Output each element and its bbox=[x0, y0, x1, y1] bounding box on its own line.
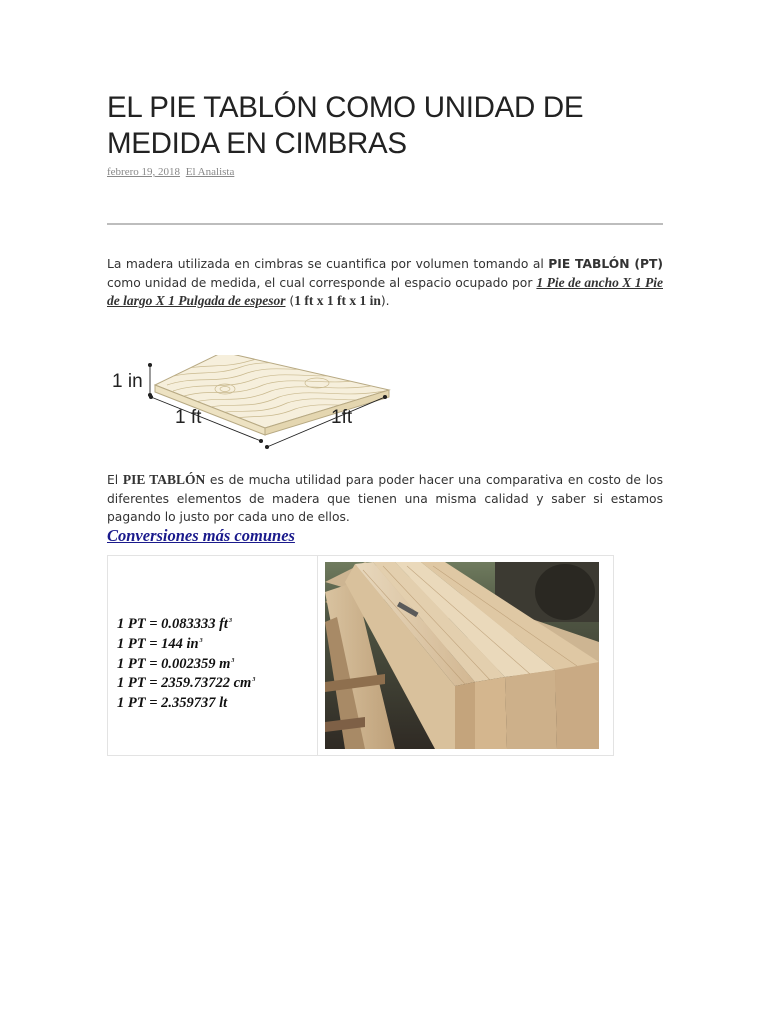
conversions-heading[interactable]: Conversiones más comunes bbox=[107, 526, 295, 545]
conversion-item: 1 PT = 0.002359 $m^3$ bbox=[117, 655, 235, 672]
thickness-label: 1 in bbox=[112, 371, 143, 392]
intro-text: ). bbox=[380, 294, 390, 308]
post-date-link[interactable]: febrero 19, 2018 bbox=[107, 166, 181, 178]
conversion-item: 1 PT = 2.359737 lt bbox=[117, 695, 228, 712]
intro-dimensions: 1 ft x 1 ft x 1 in bbox=[294, 293, 381, 308]
conversions-list bbox=[117, 613, 255, 712]
page-title: EL PIE TABLÓN COMO UNIDAD DE MEDIDA EN CIMBRAS bbox=[107, 91, 584, 160]
length-label: 1ft bbox=[331, 407, 353, 428]
intro-definition: 1 Pie de ancho X 1 Pie de largo X 1 Pulgada de espesor bbox=[107, 274, 663, 308]
conversion-item: 1 PT = 2359.73722 $cm^3$ bbox=[117, 675, 256, 692]
width-label: 1 ft bbox=[175, 407, 202, 428]
intro-text: como unidad de medida, el cual corresponde al espacio ocupado por bbox=[107, 275, 537, 290]
intro-text: La madera utilizada en cimbras se cuantifica por volumen tomando al bbox=[107, 257, 549, 271]
intro-paragraph bbox=[107, 256, 663, 311]
intro-term: PIE TABLÓN (PT) bbox=[548, 257, 663, 271]
lumber-photo bbox=[325, 562, 599, 749]
board-foot-diagram bbox=[107, 355, 397, 465]
body-text: El bbox=[107, 473, 123, 487]
divider bbox=[107, 223, 663, 225]
body-text: es de mucha utilidad para poder hacer una comparativa en costo de los diferentes elementos de madera que tienen una misma calidad y saber si estamos pagando lo justo por cada uno de ellos. bbox=[107, 473, 663, 524]
conversions-table bbox=[107, 555, 614, 756]
intro-text: ( bbox=[285, 294, 295, 308]
author-link[interactable]: El Analista bbox=[185, 166, 235, 178]
conversion-item: 1 PT = 0.083333 $ft^3$ bbox=[117, 615, 232, 632]
post-meta bbox=[107, 166, 237, 178]
body-paragraph bbox=[107, 471, 663, 527]
table-divider bbox=[317, 556, 318, 755]
conversion-item: 1 PT = 144 $in^3$ bbox=[117, 635, 203, 652]
body-term: PIE TABLÓN bbox=[122, 472, 206, 487]
